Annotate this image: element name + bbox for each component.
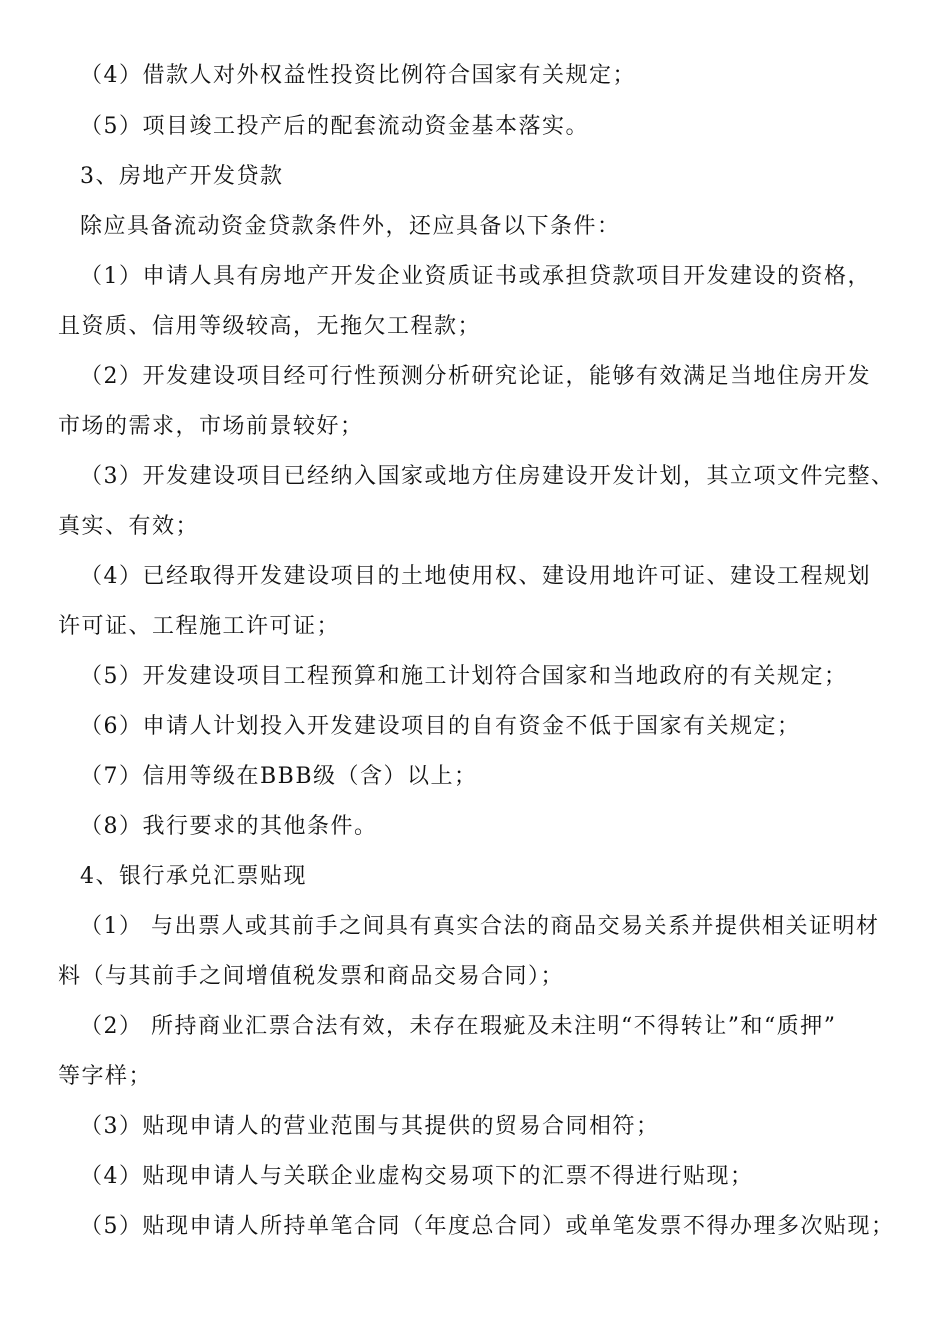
paragraph-line: （5）开发建设项目工程预算和施工计划符合国家和当地政府的有关规定； — [80, 664, 848, 689]
paragraph-line: （2） 所持商业汇票合法有效，未存在瑕疵及未注明“不得转让”和“质押” — [80, 1014, 837, 1039]
paragraph-line: （5）项目竣工投产后的配套流动资金基本落实。 — [80, 114, 589, 139]
paragraph-line: 市场的需求，市场前景较好； — [58, 414, 364, 439]
paragraph-line: （6）申请人计划投入开发建设项目的自有资金不低于国家有关规定； — [80, 714, 801, 739]
paragraph-line: （5）贴现申请人所持单笔合同（年度总合同）或单笔发票不得办理多次贴现； — [80, 1214, 895, 1239]
paragraph-line: （3）贴现申请人的营业范围与其提供的贸易合同相符； — [80, 1114, 660, 1139]
paragraph-line: 许可证、工程施工许可证； — [58, 614, 341, 639]
paragraph-line: （4）贴现申请人与关联企业虚构交易项下的汇票不得进行贴现； — [80, 1164, 754, 1189]
paragraph-line: （8）我行要求的其他条件。 — [80, 814, 378, 839]
paragraph-line: （2）开发建设项目经可行性预测分析研究论证，能够有效满足当地住房开发 — [80, 364, 871, 389]
paragraph-line: 料（与其前手之间增值税发票和商品交易合同）； — [58, 964, 565, 989]
paragraph-line: （3）开发建设项目已经纳入国家或地方住房建设开发计划，其立项文件完整、 — [80, 464, 895, 489]
paragraph-line: 真实、有效； — [58, 514, 200, 539]
paragraph-line: （1） 与出票人或其前手之间具有真实合法的商品交易关系并提供相关证明材 — [80, 914, 880, 939]
paragraph-line: 除应具备流动资金贷款条件外，还应具备以下条件： — [80, 214, 621, 239]
paragraph-line: （1）申请人具有房地产开发企业资质证书或承担贷款项目开发建设的资格， — [80, 264, 871, 289]
section-heading: 3、房地产开发贷款 — [80, 164, 284, 189]
paragraph-line: 等字样； — [58, 1064, 153, 1089]
paragraph-line: （7）信用等级在BBB级（含）以上； — [80, 764, 478, 789]
paragraph-line: （4）借款人对外权益性投资比例符合国家有关规定； — [80, 63, 636, 88]
paragraph-line: （4）已经取得开发建设项目的土地使用权、建设用地许可证、建设工程规划 — [80, 564, 871, 589]
paragraph-line: 且资质、信用等级较高，无拖欠工程款； — [58, 314, 482, 339]
section-heading: 4、银行承兑汇票贴现 — [80, 864, 307, 889]
